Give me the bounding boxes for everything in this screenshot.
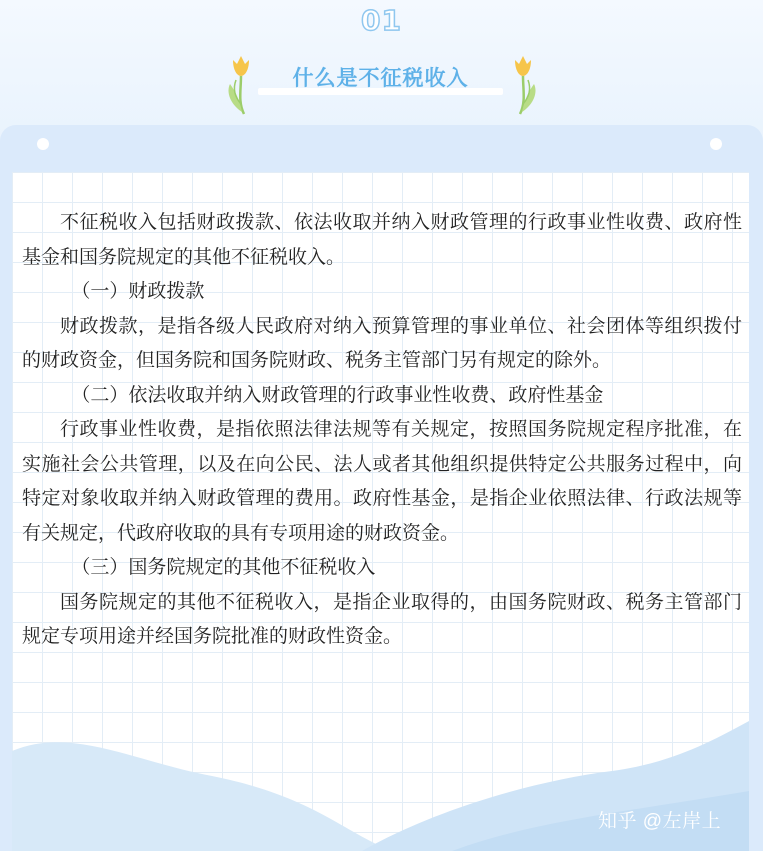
tulip-icon — [506, 50, 540, 116]
section-title-wrap — [258, 58, 503, 98]
watermark: 知乎 @左岸上 — [598, 811, 722, 832]
article-body — [22, 206, 742, 655]
tulip-icon — [224, 50, 258, 116]
paragraph: 财政拨款，是指各级人民政府对纳入预算管理的事业单位、社会团体等组织拨付的财政资金，但国务院和国务院财政、税务主管部门另有规定的除外。 — [22, 315, 742, 371]
paragraph: 行政事业性收费，是指依照法律法规等有关规定，按照国务院规定程序批准，在实施社会公共管理，以及在向公民、法人或者其他组织提供特定公共服务过程中，向特定对象收取并纳入财政管理的费用。政府性基金，是指企业依照法律、行政法规等有关规定，代政府收取的具有专项用途的财政资金。 — [22, 419, 742, 544]
paragraph: 不征税收入包括财政拨款、依法收取并纳入财政管理的行政事业性收费、政府性基金和国务院规定的其他不征税收入。 — [22, 212, 742, 268]
section-title: 什么是不征税收入 — [292, 66, 469, 90]
card-dot — [710, 138, 722, 150]
section-number: 01 — [361, 4, 402, 37]
subheading: （三）国务院规定的其他不征税收入 — [71, 557, 376, 578]
subheading: （一）财政拨款 — [71, 281, 205, 302]
subheading: （二）依法收取并纳入财政管理的行政事业性收费、政府性基金 — [71, 384, 604, 406]
paragraph: 国务院规定的其他不征税收入，是指企业取得的，由国务院财政、税务主管部门规定专项用途并经国务院批准的财政性资金。 — [22, 591, 742, 647]
content-panel — [12, 172, 749, 851]
card-dot — [37, 138, 49, 150]
